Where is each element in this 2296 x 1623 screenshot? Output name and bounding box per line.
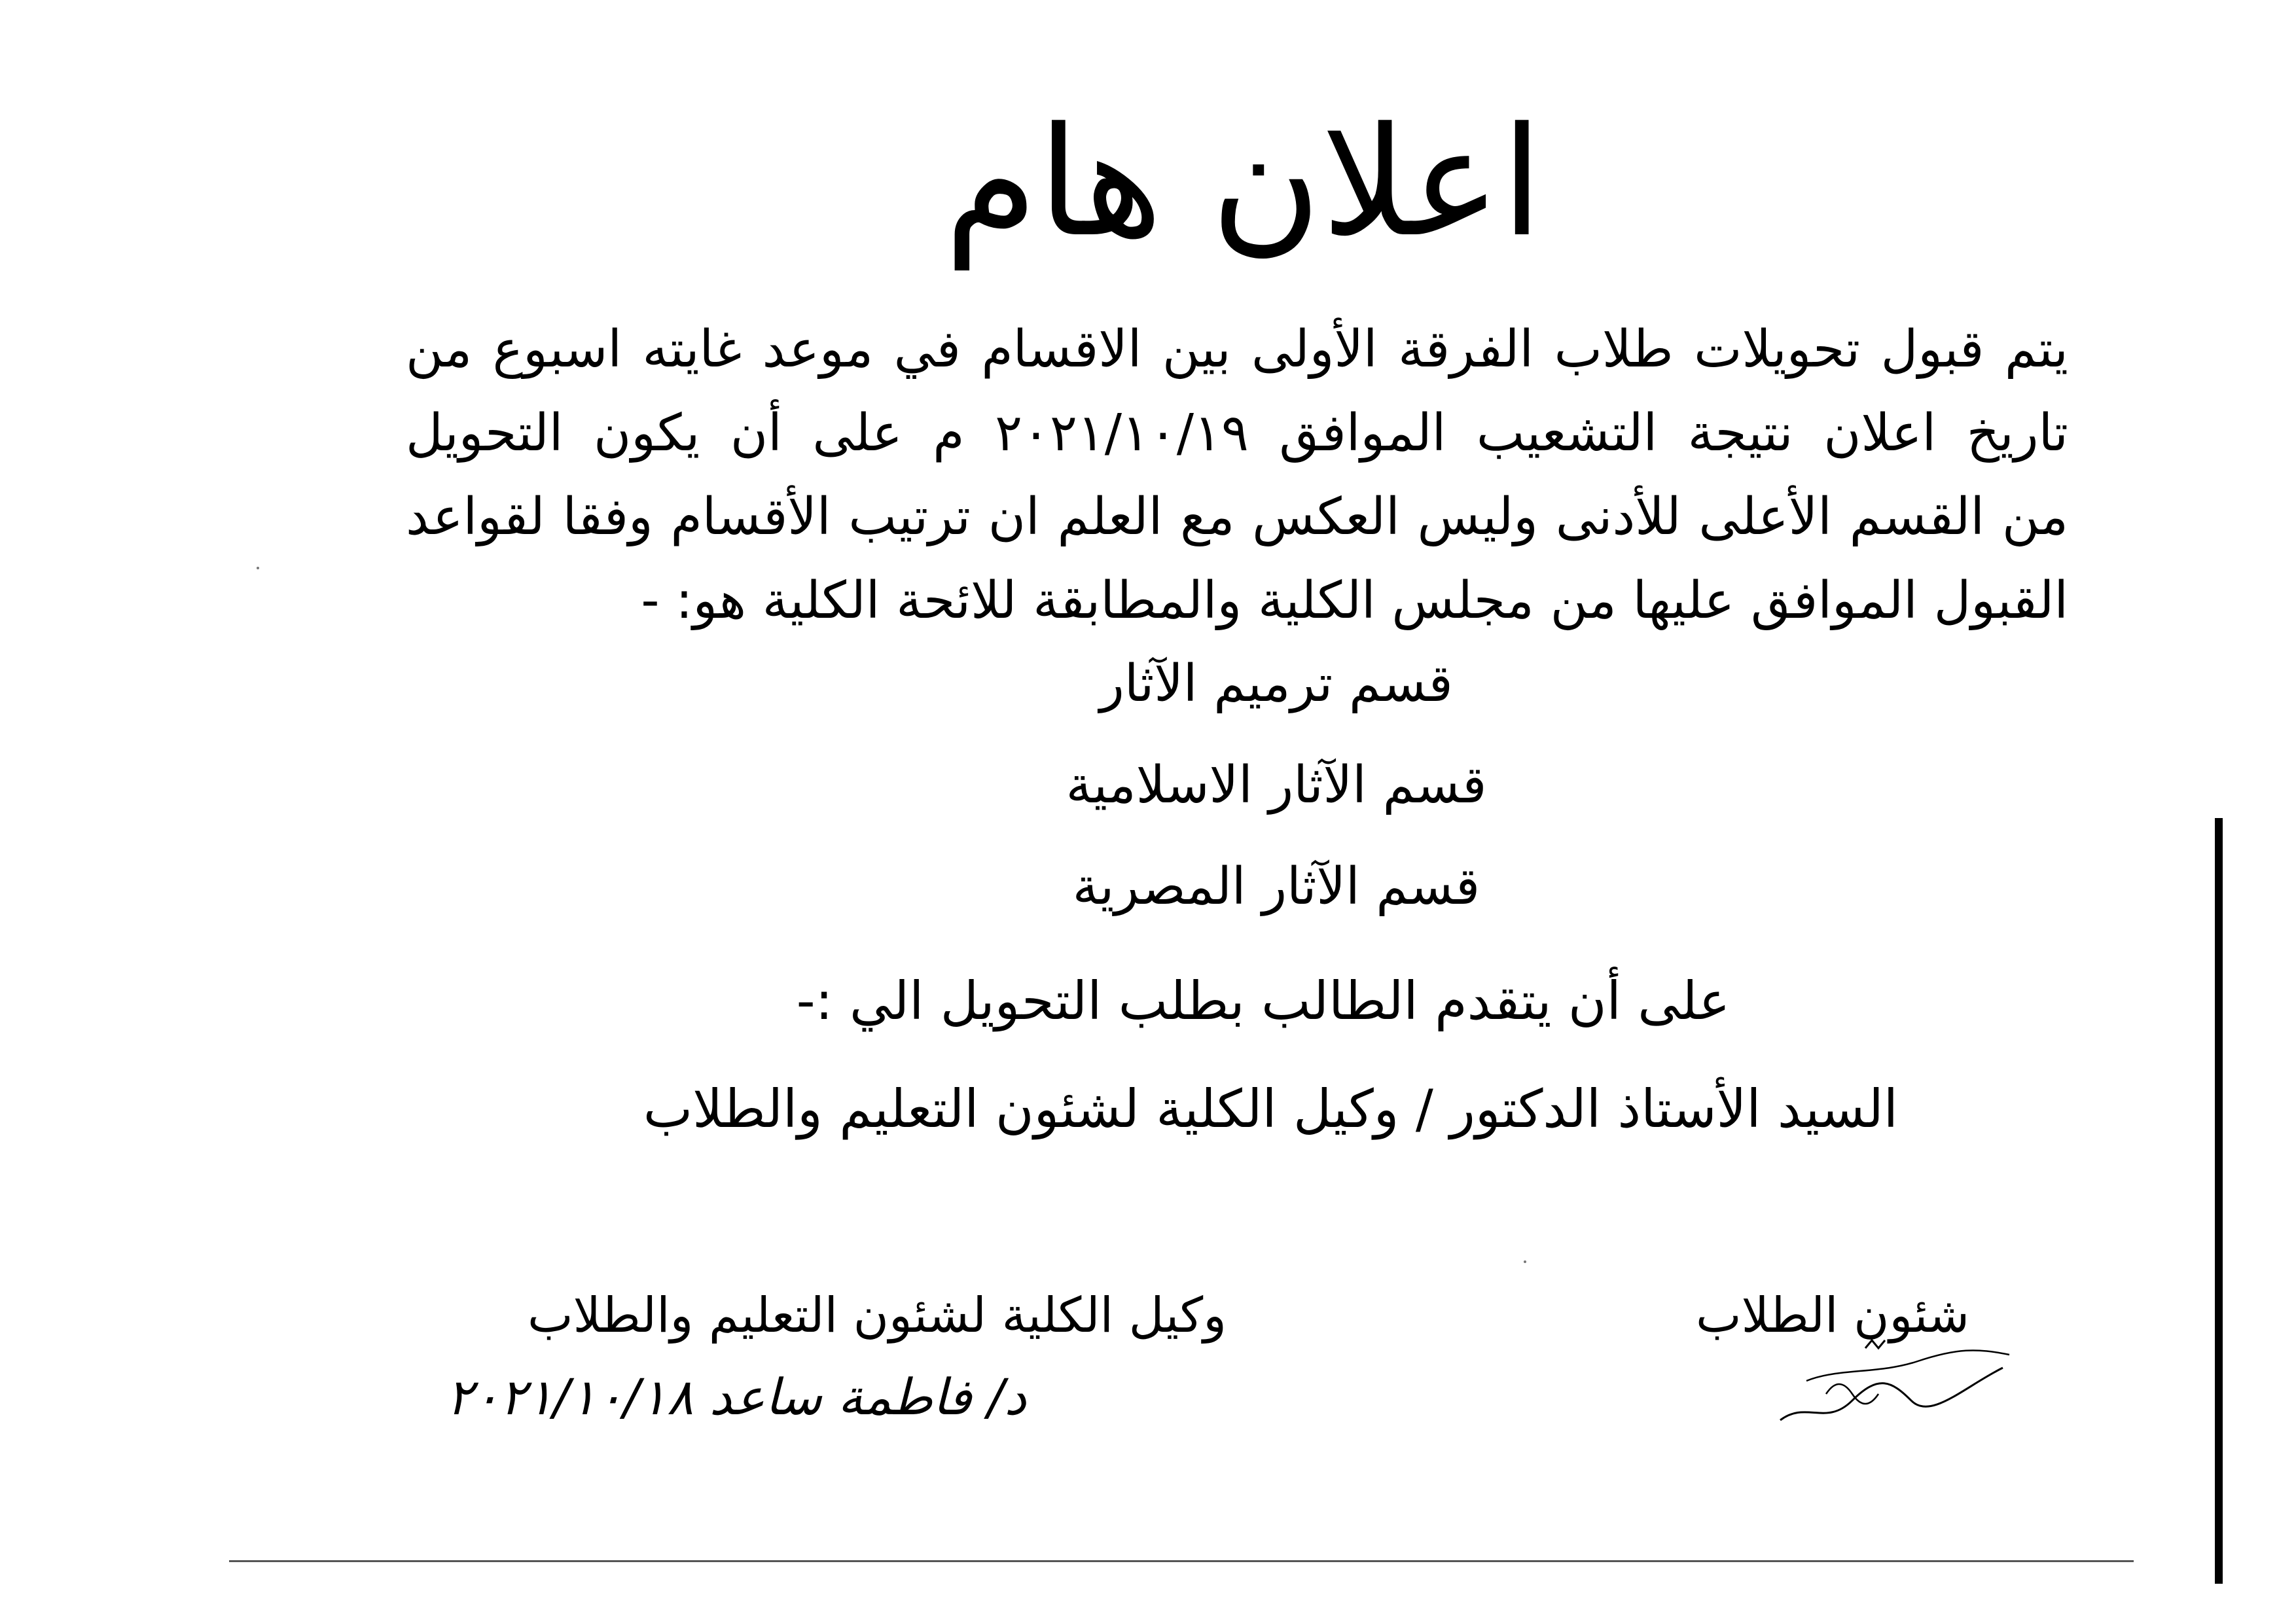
announcement-body (406, 308, 2068, 643)
department-item: قسم الآثار الاسلامية (1066, 756, 1487, 815)
bottom-rule (229, 1560, 2134, 1562)
body-line: من القسم الأعلى للأدنى وليس العكس مع العلم ان ترتيب الأقسام وفقا لقواعد (406, 488, 2068, 546)
handwritten-signature-note: د/ فاطمة ساعد ٢٠٢١/١٠/١٨ (446, 1368, 1027, 1426)
scan-speck (1524, 1260, 1526, 1263)
student-affairs-signature-title: شئون الطلاب (1695, 1287, 1970, 1344)
scan-speck (257, 567, 259, 569)
announcement-title: اعلان هام (944, 96, 1543, 270)
body-line: القبول الموافق عليها من مجلس الكلية والمطابقة للائحة الكلية هو: - (641, 571, 2068, 630)
apply-instruction: على أن يتقدم الطالب بطلب التحويل الي :- (796, 971, 1731, 1031)
vice-dean-signature-title: وكيل الكلية لشئون التعليم والطلاب (528, 1287, 1227, 1344)
body-line: يتم قبول تحويلات طلاب الفرقة الأولى بين الاقسام في موعد غايته اسبوع من (406, 320, 2068, 379)
department-item: قسم ترميم الآثار (1100, 654, 1453, 713)
department-item: قسم الآثار المصرية (1072, 857, 1480, 916)
handwritten-signature (1767, 1322, 2016, 1440)
addressee: السيد الأستاذ الدكتور / وكيل الكلية لشئون التعليم والطلاب (643, 1079, 1898, 1139)
body-line: تاريخ اعلان نتيجة التشعيب الموافق ٢٠٢١/١٠/١٩ م على أن يكون التحويل (406, 404, 2068, 463)
scan-edge-bar (2215, 818, 2223, 1584)
